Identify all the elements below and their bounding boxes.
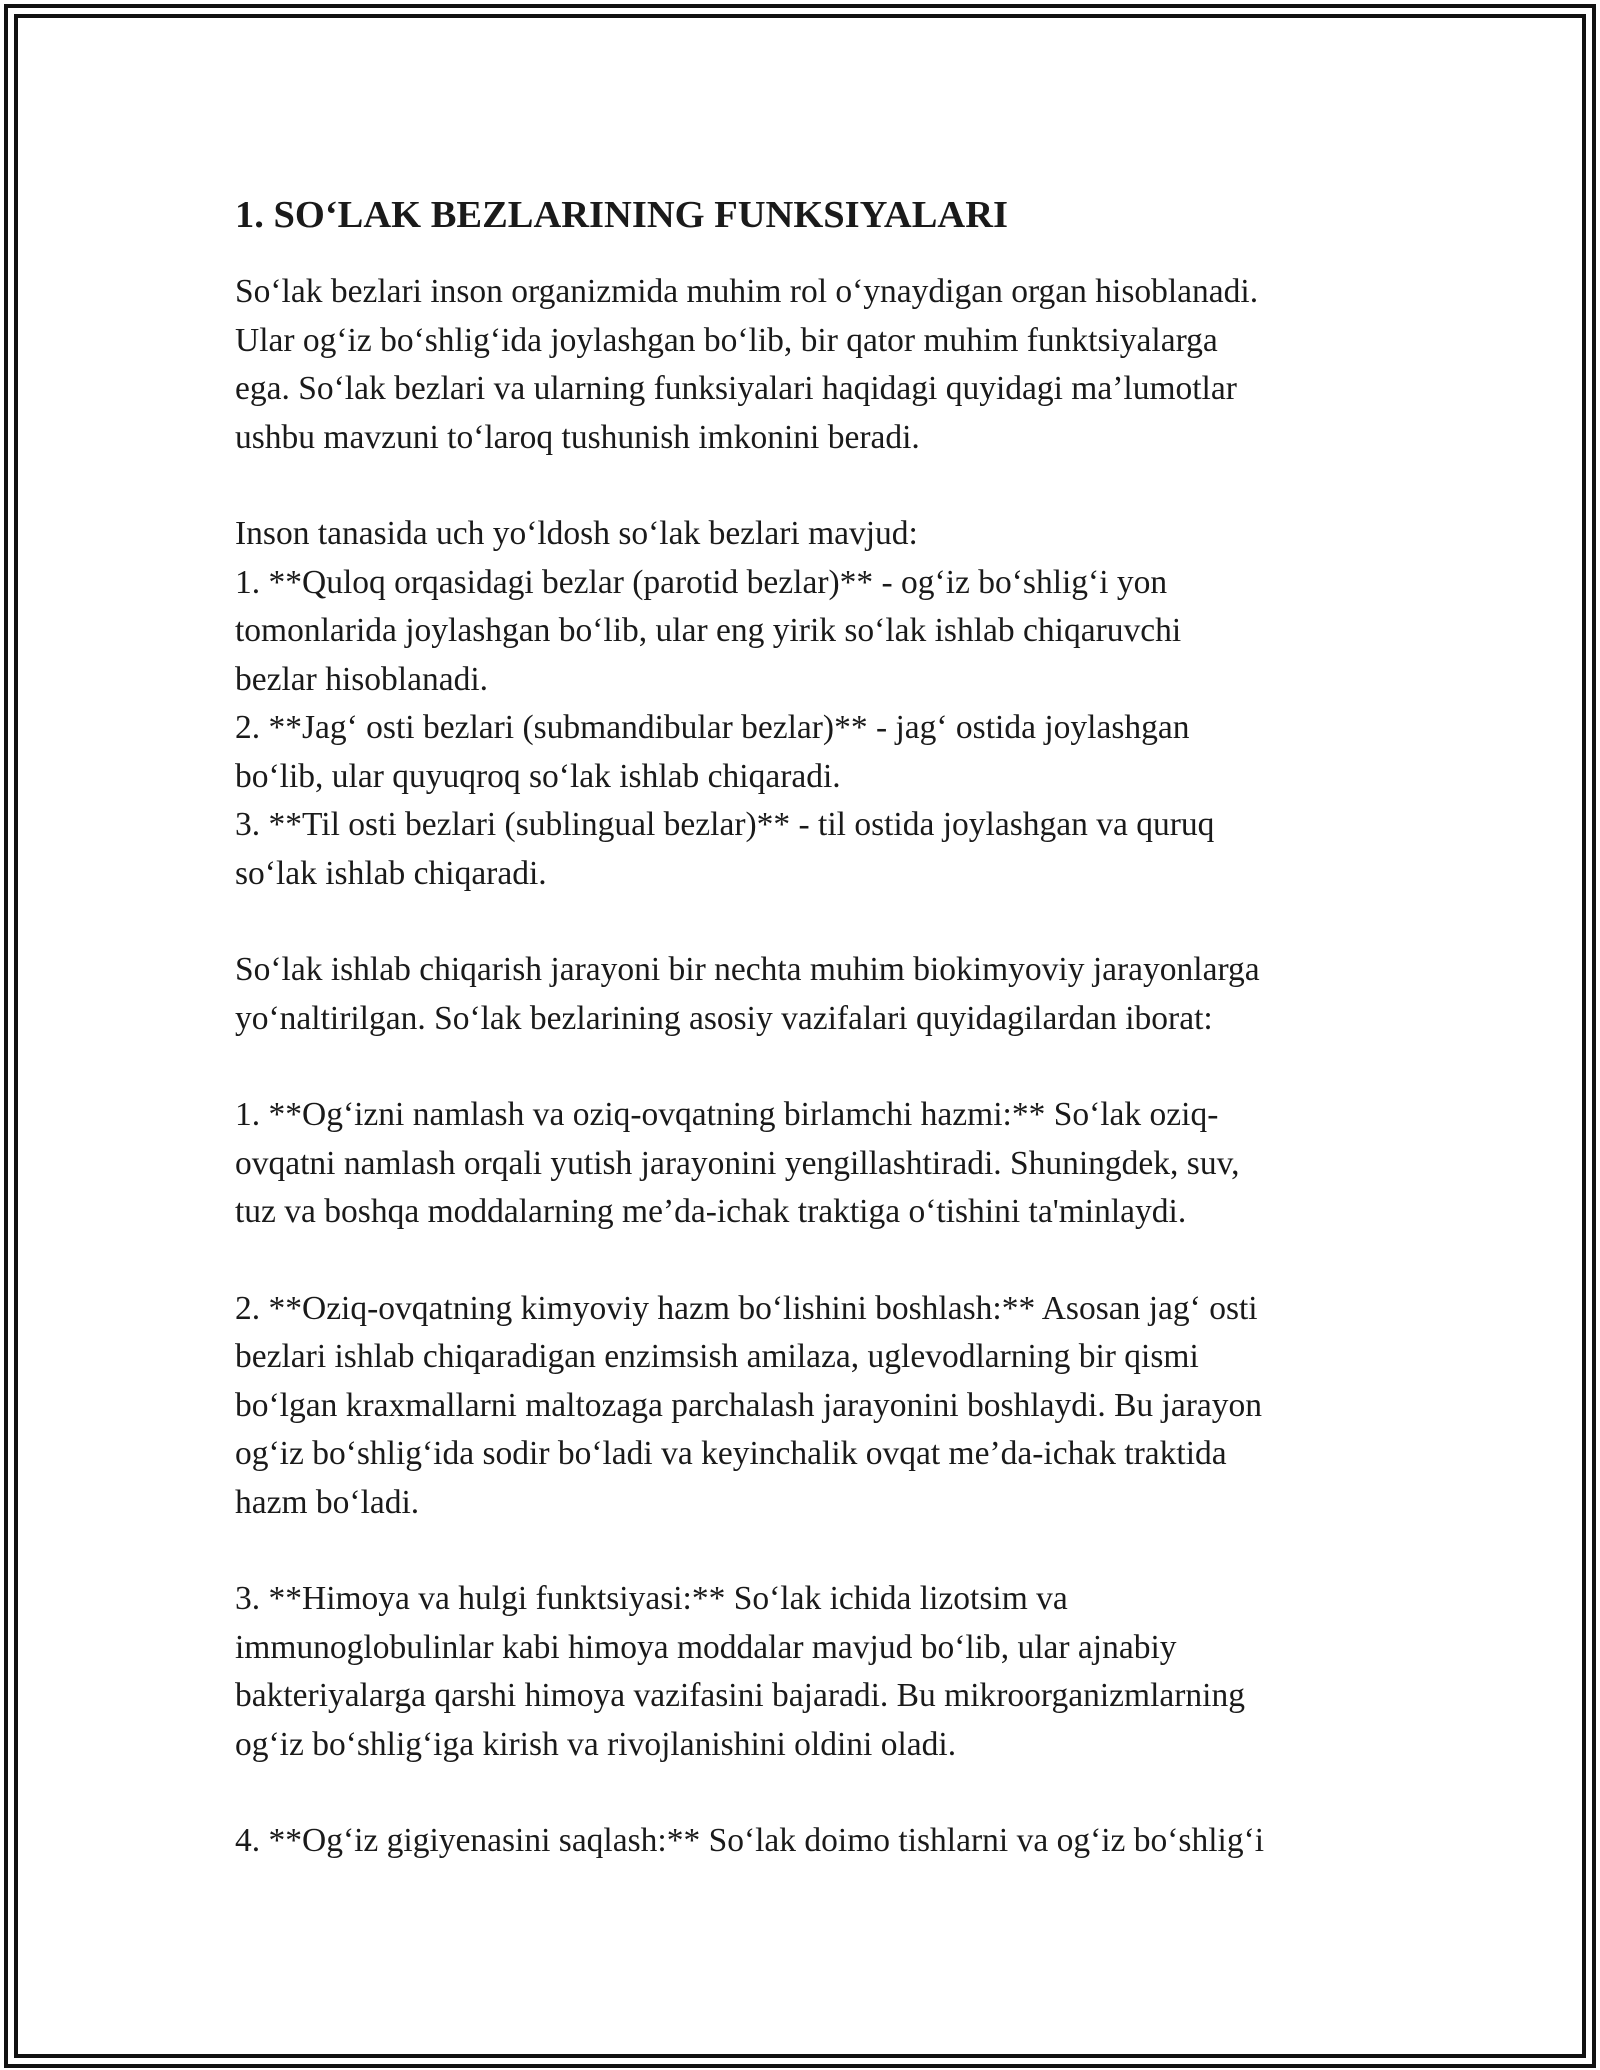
function-item-4 <box>235 1817 1365 1866</box>
text-line: ushbu mavzuni to‘laroq tushunish imkonini beradi. <box>235 418 920 456</box>
list-item: 1. **Og‘izni namlash va oziq-ovqatning birlamchi hazmi:** So‘lak oziq- <box>235 1096 1219 1133</box>
list-item: 3. **Himoya va hulgi funktsiyasi:** So‘lak ichida lizotsim va <box>235 1580 1068 1617</box>
list-item: 2. **Jag‘ osti bezlari (submandibular bezlar)** - jag‘ ostida joylashgan <box>235 709 1190 746</box>
document-body <box>235 190 1365 1914</box>
section-heading: 1. SO‘LAK BEZLARINING FUNKSIYALARI <box>235 194 1009 236</box>
function-item-1 <box>235 1091 1365 1237</box>
text-line: og‘iz bo‘shlig‘ida sodir bo‘ladi va keyinchalik ovqat me’da-ichak traktida <box>235 1435 1227 1472</box>
text-line: og‘iz bo‘shlig‘iga kirish va rivojlanishini oldini oladi. <box>235 1725 957 1763</box>
text-line: bo‘lgan kraxmallarni maltozaga parchalash jarayonini boshlaydi. Bu jarayon <box>235 1386 1262 1424</box>
text-line: tuz va boshqa moddalarning me’da-ichak traktiga o‘tishini ta'minlaydi. <box>235 1193 1187 1230</box>
list-item: 4. **Og‘iz gigiyenasini saqlash:** So‘lak doimo tishlarni va og‘iz bo‘shlig‘i <box>235 1822 1265 1859</box>
function-item-3 <box>235 1575 1365 1769</box>
text-line: ovqatni namlash orqali yutish jarayonini yengillashtiradi. Shuningdek, suv, <box>235 1144 1240 1182</box>
text-line: ega. So‘lak bezlari va ularning funksiyalari haqidagi quyidagi ma’lumotlar <box>235 370 1237 407</box>
list-item: 2. **Oziq-ovqatning kimyoviy hazm bo‘lishini boshlash:** Asosan jag‘ osti <box>235 1289 1258 1327</box>
text-line: immunoglobulinlar kabi himoya moddalar mavjud bo‘lib, ular ajnabiy <box>235 1628 1177 1666</box>
text-line: hazm bo‘ladi. <box>235 1483 420 1521</box>
list-item: 1. **Quloq orqasidagi bezlar (parotid bezlar)** - og‘iz bo‘shlig‘i yon <box>235 563 1168 601</box>
text-line: tomonlarida joylashgan bo‘lib, ular eng yirik so‘lak ishlab chiqaruvchi <box>235 612 1182 649</box>
text-line: bo‘lib, ular quyuqroq so‘lak ishlab chiqaradi. <box>235 757 841 795</box>
process-paragraph <box>235 946 1365 1043</box>
text-line: bezlari ishlab chiqaradigan enzimsish amilaza, uglevodlarning bir qismi <box>235 1338 1199 1375</box>
text-line: yo‘naltirilgan. So‘lak bezlarining asosiy vazifalari quyidagilardan iborat: <box>235 999 1213 1037</box>
text-line: bezlar hisoblanadi. <box>235 660 489 698</box>
text-line: Ular og‘iz bo‘shlig‘ida joylashgan bo‘lib, bir qator muhim funktsiyalarga <box>235 321 1218 359</box>
text-line: Inson tanasida uch yo‘ldosh so‘lak bezlari mavjud: <box>235 515 918 552</box>
text-line: So‘lak bezlari inson organizmida muhim rol o‘ynaydigan organ hisoblanadi. <box>235 273 1259 310</box>
text-line: So‘lak ishlab chiqarish jarayoni bir nechta muhim biokimyoviy jarayonlarga <box>235 951 1260 988</box>
list-item: 3. **Til osti bezlari (sublingual bezlar)** - til ostida joylashgan va quruq <box>235 806 1215 843</box>
function-item-2 <box>235 1285 1365 1528</box>
intro-paragraph <box>235 268 1365 462</box>
glands-list-paragraph <box>235 510 1365 898</box>
text-line: bakteriyalarga qarshi himoya vazifasini bajaradi. Bu mikroorganizmlarning <box>235 1677 1245 1714</box>
text-line: so‘lak ishlab chiqaradi. <box>235 854 547 892</box>
